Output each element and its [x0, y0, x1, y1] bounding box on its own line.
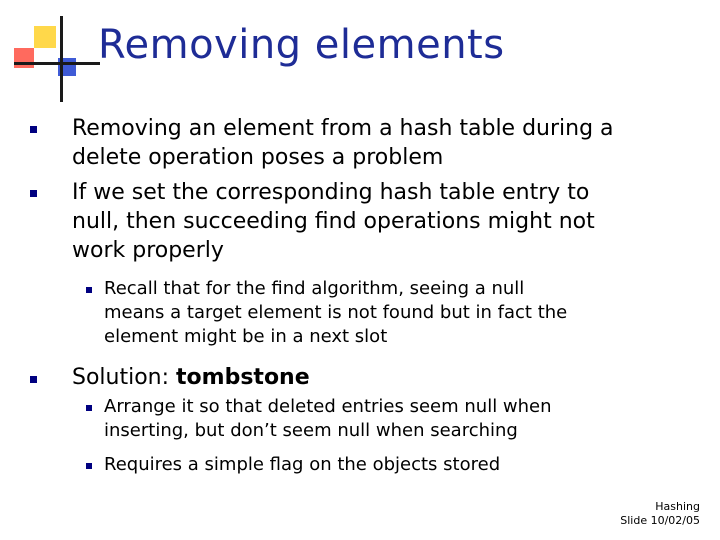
logo-horizontal-line	[14, 62, 100, 65]
sub-bullet-marker	[86, 463, 92, 469]
sub-bullet-text: Arrange it so that deleted entries seem null when inserting, but don’t seem null when searching	[104, 396, 552, 441]
bullet-text: If we set the corresponding hash table entry to null, then succeeding find operations might not work properly	[72, 180, 595, 263]
footer-topic: Hashing	[655, 500, 700, 513]
sub-bullet-marker	[86, 405, 92, 411]
bullet-marker	[30, 190, 37, 197]
sub-bullet-text: Requires a simple flag on the objects stored	[104, 454, 501, 475]
logo-red-square	[14, 48, 34, 68]
logo-vertical-line	[60, 16, 63, 102]
slide-footer	[620, 500, 700, 528]
bullet-text: Removing an element from a hash table during a delete operation poses a problem	[72, 116, 614, 170]
sub-bullet-marker	[86, 287, 92, 293]
slide-title: Removing elements	[98, 22, 505, 68]
bullet-marker	[30, 376, 37, 383]
footer-slide-date: Slide 10/02/05	[620, 514, 700, 527]
sub-bullet-text: Recall that for the find algorithm, seeing a null means a target element is not found but in fact the element might be in a next slot	[104, 278, 568, 347]
solution-emphasis: tombstone	[176, 365, 310, 390]
bullet-text	[72, 363, 310, 392]
logo-yellow-square	[34, 26, 56, 48]
bullet-marker	[30, 126, 37, 133]
solution-prefix: Solution:	[72, 365, 177, 390]
